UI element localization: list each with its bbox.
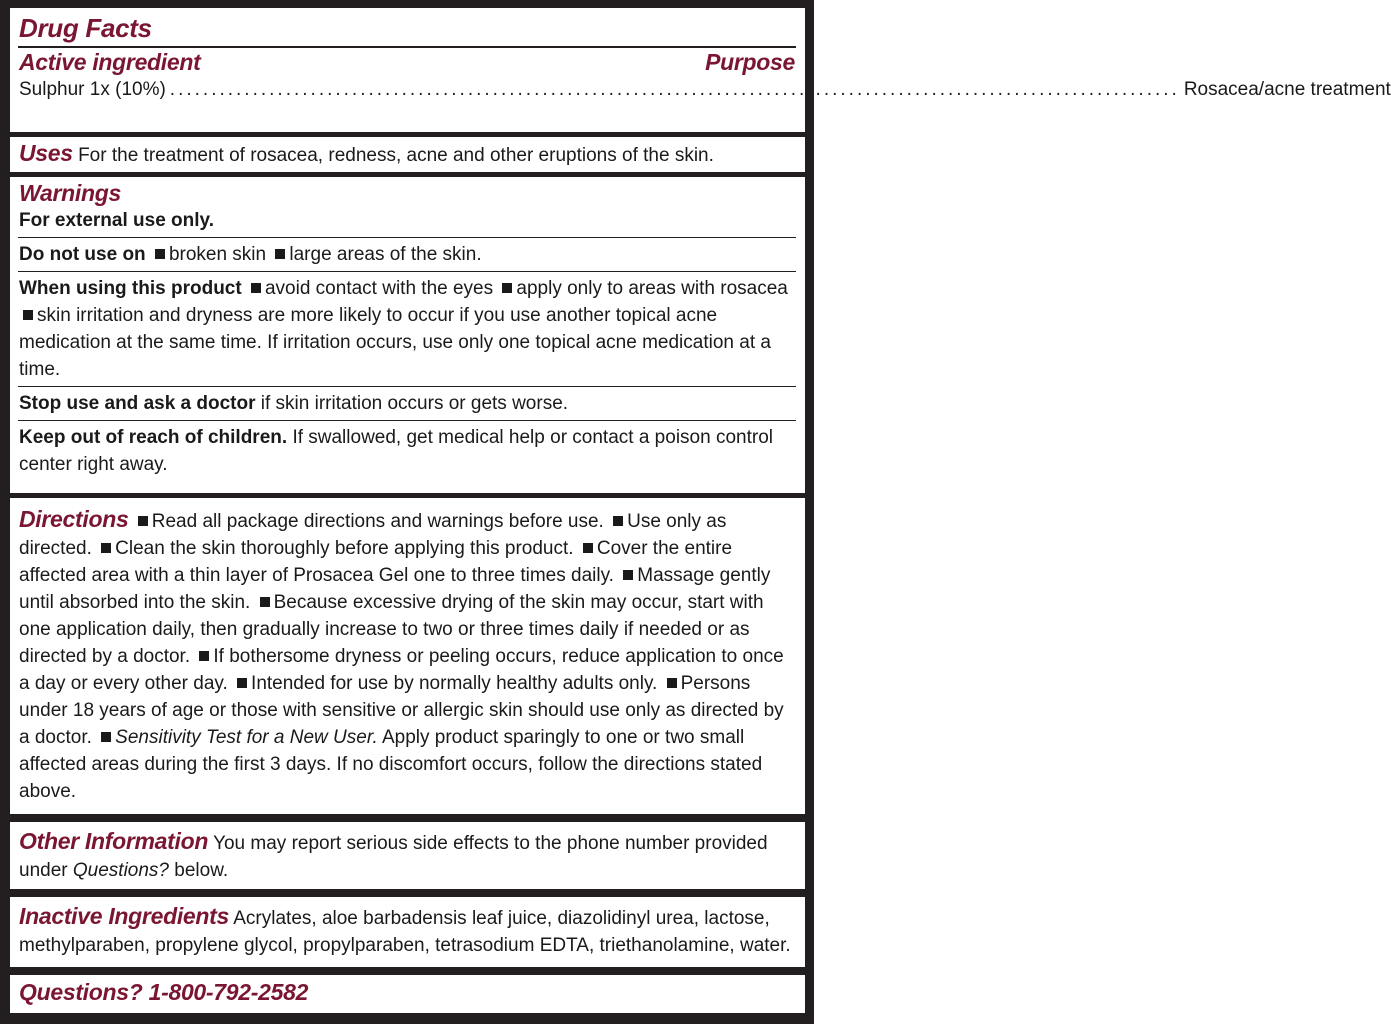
- inactive-ingredients-text: Acrylates, aloe barbadensis leaf juice, diazolidinyl urea, lactose, methylparaben, propylene glycol, propylparaben, tetrasodium EDTA, triethanolamine, water.: [19, 908, 791, 956]
- bullet-icon: [23, 310, 33, 320]
- bullet-icon: [101, 732, 111, 742]
- bullet-icon: [199, 651, 209, 661]
- direction-item: Cover the entire affected area with a thin layer of Prosacea Gel one to three times daily.: [19, 538, 733, 586]
- active-ingredient-purpose: Rosacea/acne treatment: [1183, 79, 1391, 100]
- questions-phone: Questions? 1-800-792-2582: [19, 979, 309, 1005]
- do-not-use-label: Do not use on: [19, 244, 146, 265]
- direction-item: Read all package directions and warnings before use.: [151, 511, 604, 532]
- inactive-ingredients-section: [10, 897, 805, 967]
- when-using-item: skin irritation and dryness are more likely to occur if you use another topical acne medication at the same time. If irritation occurs, use only one topical acne medication at a time.: [19, 305, 771, 380]
- active-ingredient-section: [10, 8, 1391, 132]
- bullet-icon: [138, 516, 148, 526]
- questions-reference: Questions?: [72, 860, 170, 881]
- direction-item: Intended for use by normally healthy adults only.: [251, 673, 658, 694]
- warnings-heading: Warnings: [19, 180, 121, 206]
- when-using-item: avoid contact with the eyes: [264, 278, 494, 299]
- sensitivity-test-text: Apply product sparingly to one or two small affected areas during the first 3 days. If no discomfort occurs, follow the directions stated above.: [19, 727, 763, 802]
- bullet-icon: [502, 283, 512, 293]
- bullet-icon: [260, 597, 270, 607]
- inactive-ingredients-heading: Inactive Ingredients: [19, 903, 230, 929]
- other-information-section: [10, 822, 805, 889]
- purpose-heading: Purpose: [705, 49, 795, 75]
- keep-out-label: Keep out of reach of children.: [19, 427, 288, 448]
- external-use-text: For external use only.: [19, 210, 214, 231]
- active-ingredient-name: Sulphur 1x (10%): [19, 79, 166, 100]
- directions-heading: Directions: [19, 506, 129, 532]
- do-not-use-item: broken skin: [168, 244, 267, 265]
- bullet-icon: [237, 678, 247, 688]
- bullet-icon: [623, 570, 633, 580]
- bullet-icon: [251, 283, 261, 293]
- when-using-label: When using this product: [19, 278, 242, 299]
- direction-item: If bothersome dryness or peeling occurs, reduce application to once a day or every other day.: [19, 646, 784, 694]
- uses-heading: Uses: [19, 140, 73, 166]
- stop-use-text: if skin irritation occurs or gets worse.: [260, 393, 569, 414]
- other-information-text: You may report serious side effects to the phone number provided under: [19, 833, 768, 881]
- direction-item: Persons under 18 years of age or those with sensitive or allergic skin should use only as directed by a doctor.: [19, 673, 784, 748]
- title-divider: [18, 46, 796, 48]
- bullet-icon: [583, 543, 593, 553]
- direction-item: Clean the skin thoroughly before applying this product.: [115, 538, 574, 559]
- active-ingredient-heading: Active ingredient: [19, 49, 201, 75]
- other-information-heading: Other Information: [19, 828, 209, 854]
- other-information-text-end: below.: [174, 860, 229, 881]
- do-not-use-warning: [19, 238, 795, 271]
- keep-out-warning: [19, 421, 795, 481]
- when-using-item: apply only to areas with rosacea: [516, 278, 788, 299]
- direction-item: Use only as directed.: [19, 511, 727, 559]
- stop-use-label: Stop use and ask a doctor: [19, 393, 256, 414]
- uses-section: [10, 137, 805, 172]
- bullet-icon: [101, 543, 111, 553]
- direction-item: Because excessive drying of the skin may occur, start with one application daily, then gradually increase to two or three times daily if needed or as directed by a doctor.: [19, 592, 764, 667]
- active-ingredient-row: [19, 76, 1391, 103]
- bullet-icon: [667, 678, 677, 688]
- sensitivity-test-label: Sensitivity Test for a New User.: [115, 727, 378, 748]
- do-not-use-item: large areas of the skin.: [289, 244, 482, 265]
- direction-item: Massage gently until absorbed into the skin.: [19, 565, 771, 613]
- keep-out-text: If swallowed, get medical help or contact a poison control center right away.: [19, 427, 773, 475]
- when-using-warning: [19, 272, 795, 386]
- directions-section: [10, 498, 805, 814]
- questions-section: [10, 975, 805, 1013]
- bullet-icon: [155, 249, 165, 259]
- bullet-icon: [275, 249, 285, 259]
- warnings-section: [10, 177, 805, 493]
- drug-facts-title: Drug Facts: [19, 13, 152, 43]
- uses-text: For the treatment of rosacea, redness, acne and other eruptions of the skin.: [78, 145, 714, 166]
- active-heading-row: [19, 49, 795, 76]
- stop-use-warning: [19, 387, 795, 420]
- leader-dots: ..........................................................................................................................: [169, 79, 1180, 100]
- bullet-icon: [613, 516, 623, 526]
